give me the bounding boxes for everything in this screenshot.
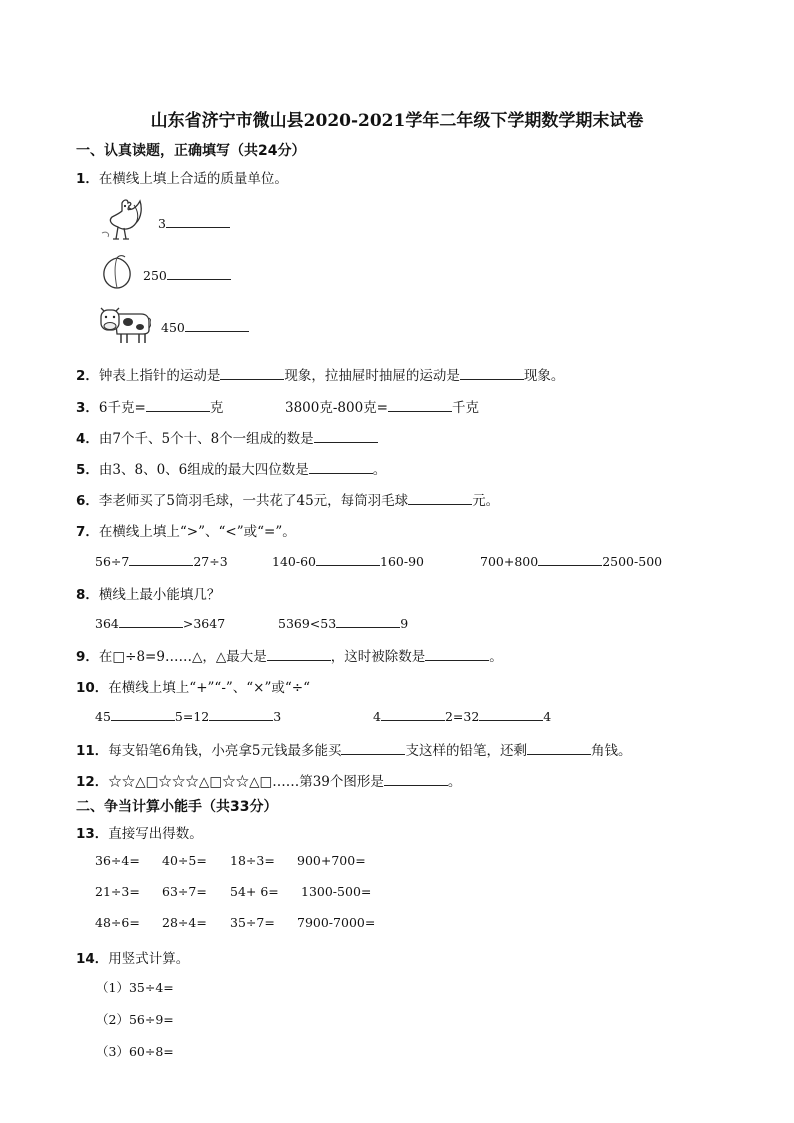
q13-cell: 900+700= [297,853,366,868]
answer-blank[interactable] [527,741,591,755]
answer-blank[interactable] [209,707,273,721]
q13-cell: 36÷4= [95,853,140,868]
q13-cell: 48÷6= [95,915,140,930]
question-6: 6．李老师买了5筒羽毛球，一共花了45元，每筒羽毛球 元。 [76,493,500,509]
section-1-heading: 一、认真读题，正确填写（共24分） [76,143,306,159]
answer-blank[interactable] [388,398,452,412]
q13-cell: 63÷7= [162,884,207,899]
answer-blank[interactable] [314,429,378,443]
q13-cell: 35÷7= [230,915,275,930]
answer-blank[interactable] [381,707,445,721]
q13-cell: 1300-500= [301,884,372,899]
q1-item-cow: 450 [161,318,249,335]
q8-item-2: 5369<53 9 [278,616,409,631]
question-4: 4．由7个千、5个十、8个一组成的数是 [76,427,378,447]
question-text: 在横线上填上合适的质量单位。 [98,171,288,187]
peach-icon [100,254,134,290]
q8-item-1: 364 >3647 [95,616,226,631]
answer-blank[interactable] [111,707,175,721]
answer-blank[interactable] [185,318,249,332]
q10-item-2: 4 2=32 4 [373,709,552,724]
question-3: 3．6千克= 克 [76,400,224,416]
q7-item-2: 140-60 160-90 [272,554,424,569]
answer-blank[interactable] [538,552,602,566]
q10-item-1: 45 5=12 3 [95,709,282,724]
answer-blank[interactable] [220,366,284,380]
question-14: 14．用竖式计算。 [76,951,190,967]
q13-cell: 28÷4= [162,915,207,930]
answer-blank[interactable] [479,707,543,721]
question-1 [76,167,288,187]
answer-blank[interactable] [119,614,183,628]
cow-icon [95,302,151,346]
q1-item-rooster: 3 [158,214,230,231]
q13-cell: 7900-7000= [297,915,376,930]
answer-blank[interactable] [166,214,230,228]
q13-cell: 18÷3= [230,853,275,868]
question-9: 9．在□÷8=9……△，△最大是 ，这时被除数是 。 [76,649,503,665]
question-13: 13．直接写出得数。 [76,826,203,842]
answer-blank[interactable] [384,772,448,786]
question-2: 2．钟表上指针的运动是 现象，拉抽屉时抽屉的运动是 现象。 [76,368,565,384]
question-7: 7．在横线上填上“>”、“<”或“=”。 [76,524,296,540]
answer-blank[interactable] [167,266,231,280]
question-12: 12．☆☆△□☆☆☆△□☆☆△□……第39个图形是 。 [76,774,462,790]
answer-blank[interactable] [146,398,210,412]
q14-item: （2）56÷9= [96,1012,174,1027]
answer-blank[interactable] [129,552,193,566]
answer-blank[interactable] [336,614,400,628]
q7-item-3: 700+800 2500-500 [480,554,663,569]
answer-blank[interactable] [309,460,373,474]
answer-blank[interactable] [316,552,380,566]
answer-blank[interactable] [408,491,472,505]
question-5: 5．由3、8、0、6组成的最大四位数是 。 [76,462,387,478]
q13-cell: 54+ 6= [230,884,279,899]
answer-blank[interactable] [460,366,524,380]
question-11: 11．每支铅笔6角钱，小亮拿5元钱最多能买 支这样的铅笔，还剩 角钱。 [76,743,632,759]
q13-cell: 40÷5= [162,853,207,868]
answer-blank[interactable] [267,647,331,661]
q14-item: （1）35÷4= [96,980,174,995]
answer-blank[interactable] [341,741,405,755]
answer-blank[interactable] [425,647,489,661]
rooster-icon [98,197,144,245]
question-10: 10．在横线上填上“+”“-”、“×”或“÷“ [76,680,311,696]
question-8: 8．横线上最小能填几？ [76,587,221,603]
page-title: 山东省济宁市微山县2020-2021学年二年级下学期数学期末试卷 [150,111,644,131]
question-3-part-2: 3800克-800克= 千克 [285,400,479,416]
q13-cell: 21÷3= [95,884,140,899]
question-number: 1． [76,171,99,187]
q7-item-1: 56÷7 27÷3 [95,554,228,569]
q14-item: （3）60÷8= [96,1044,174,1059]
section-2-heading: 二、争当计算小能手（共33分） [76,799,278,815]
q1-item-peach: 250 [143,266,231,283]
